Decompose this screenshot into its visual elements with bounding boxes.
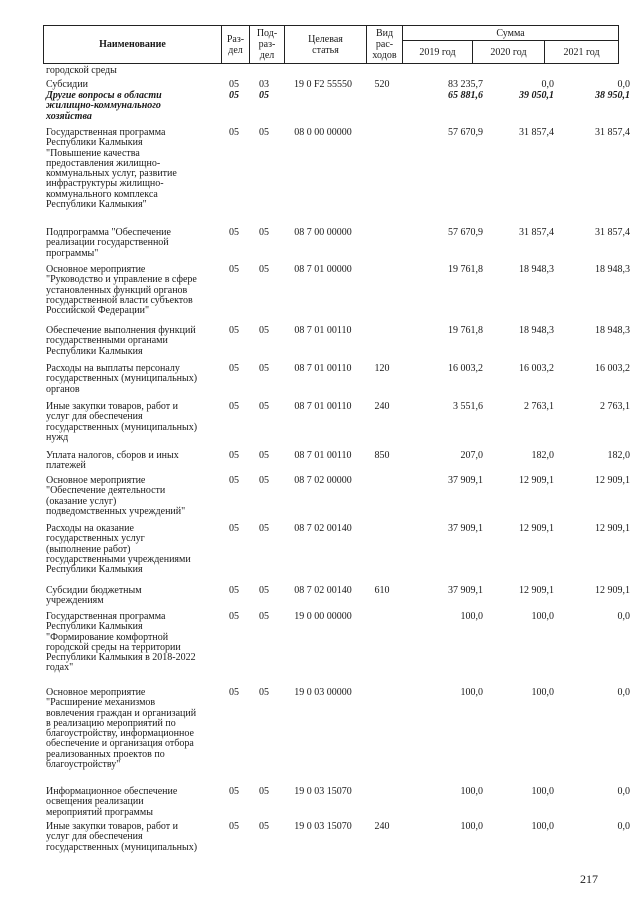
- row-vid: 240: [374, 401, 390, 412]
- row-code: 19 0 00 00000: [294, 611, 352, 622]
- row-name-line: программы": [46, 247, 99, 259]
- row-code: 08 7 01 00110: [294, 450, 352, 461]
- row-s2020: 16 003,2: [519, 363, 554, 374]
- row-razdel: 05: [229, 227, 239, 238]
- row-name-line: Республики Калмыкия: [46, 564, 143, 576]
- row-razdel: 05: [229, 325, 239, 336]
- row-name-line: (выполнение работ): [46, 543, 131, 555]
- row-s2019: 19 761,8: [448, 264, 483, 275]
- row-name-line: государственными учреждениями: [46, 553, 191, 565]
- row-s2020: 12 909,1: [519, 475, 554, 486]
- row-s2020: 12 909,1: [519, 523, 554, 534]
- row-name-line: Основное мероприятие: [46, 687, 146, 698]
- row-name-line: в реализацию мероприятий по: [46, 717, 176, 729]
- row-s2020: 100,0: [531, 687, 554, 698]
- row-name: [46, 265, 216, 316]
- row-s2019: 16 003,2: [448, 363, 483, 374]
- row-name: [46, 402, 216, 443]
- row-name-line: "Формирование комфортной: [46, 631, 169, 643]
- row-s2021: 0,0: [617, 821, 630, 832]
- row-name: [46, 476, 216, 517]
- row-razdel: 05: [229, 127, 239, 138]
- row-name-line: предоставления жилищно-: [46, 157, 161, 169]
- row-name-line: благоустройству": [46, 759, 121, 771]
- row-podrazdel: 05: [259, 325, 269, 336]
- row-name-line: Основное мероприятие: [46, 475, 146, 486]
- row-name-line: жилищно-коммунального: [46, 100, 161, 112]
- row-name-line: коммунального комплекса: [46, 188, 158, 200]
- row-name-line: "Повышение качества: [46, 147, 140, 159]
- row-name-line: благоустройству, информационное: [46, 728, 194, 740]
- row-s2019: 19 761,8: [448, 325, 483, 336]
- row-name: [46, 80, 216, 90]
- row-s2019: 207,0: [460, 450, 483, 461]
- row-s2020: 39 050,1: [519, 90, 554, 101]
- row-name-line: Республики Калмыкия": [46, 199, 147, 211]
- row-name-line: Иные закупки товаров, работ и: [46, 821, 179, 832]
- row-podrazdel: 05: [259, 264, 269, 275]
- row-name-line: Субсидии бюджетным: [46, 585, 142, 596]
- row-podrazdel: 05: [259, 523, 269, 534]
- row-name-line: Российской Федерации": [46, 305, 150, 317]
- row-podrazdel: 05: [259, 363, 269, 374]
- row-podrazdel: 05: [259, 821, 269, 832]
- row-name: [46, 822, 216, 853]
- row-name-line: органов: [46, 383, 80, 395]
- row-name-line: Государственная программа: [46, 127, 166, 138]
- row-name: [46, 91, 216, 122]
- row-name: [46, 326, 216, 357]
- row-name: [46, 688, 216, 770]
- row-name-line: "Обеспечение деятельности: [46, 485, 166, 497]
- row-name-line: Республики Калмыкия: [46, 137, 143, 149]
- row-name-line: (оказание услуг): [46, 495, 117, 507]
- row-razdel: 05: [229, 363, 239, 374]
- row-name-line: Подпрограмма "Обеспечение: [46, 227, 171, 238]
- row-podrazdel: 05: [259, 611, 269, 622]
- row-s2019: 100,0: [460, 786, 483, 797]
- page-number: 217: [580, 872, 598, 886]
- row-name-line: Основное мероприятие: [46, 264, 146, 275]
- row-s2021: 31 857,4: [595, 127, 630, 138]
- row-s2021: 12 909,1: [595, 475, 630, 486]
- row-s2020: 100,0: [531, 821, 554, 832]
- row-code: 08 7 02 00000: [294, 475, 352, 486]
- row-razdel: 05: [229, 264, 239, 275]
- row-name-line: хозяйства: [46, 110, 92, 122]
- row-razdel: 05: [229, 687, 239, 698]
- header-podrazdel: Под- раз- дел: [250, 26, 285, 64]
- row-s2020: 31 857,4: [519, 227, 554, 238]
- row-name-line: "Расширение механизмов: [46, 697, 156, 709]
- row-code: 08 7 01 00000: [294, 264, 352, 275]
- row-vid: 520: [374, 79, 390, 90]
- row-name-line: реализации государственной: [46, 237, 169, 249]
- row-code: 08 7 01 00110: [294, 325, 352, 336]
- row-s2021: 0,0: [617, 79, 630, 90]
- row-podrazdel: 05: [259, 90, 269, 101]
- row-name-line: государственных (муниципальных): [46, 421, 198, 433]
- row-s2021: 0,0: [617, 611, 630, 622]
- row-s2019: 100,0: [460, 687, 483, 698]
- row-s2021: 182,0: [607, 450, 630, 461]
- row-podrazdel: 05: [259, 585, 269, 596]
- row-podrazdel: 05: [259, 227, 269, 238]
- row-name: [46, 364, 216, 395]
- row-podrazdel: 05: [259, 475, 269, 486]
- row-s2019: 100,0: [460, 611, 483, 622]
- row-s2020: 182,0: [531, 450, 554, 461]
- row-s2020: 0,0: [541, 79, 554, 90]
- row-name-line: Расходы на оказание: [46, 523, 134, 534]
- row-podrazdel: 05: [259, 401, 269, 412]
- row-s2021: 38 950,1: [595, 90, 630, 101]
- header-year-2019: 2019 год: [403, 41, 473, 64]
- row-name-line: Государственная программа: [46, 611, 166, 622]
- row-name-line: нужд: [46, 431, 69, 443]
- row-s2019: 57 670,9: [448, 227, 483, 238]
- row-s2020: 18 948,3: [519, 325, 554, 336]
- row-s2019: 65 881,6: [448, 90, 483, 101]
- row-name-line: Республики Калмыкия в 2018-2022: [46, 652, 196, 664]
- row-name: [46, 524, 216, 575]
- row-code: 08 7 02 00140: [294, 523, 352, 534]
- row-name-line: коммунальных услуг, развитие: [46, 168, 177, 180]
- row-name-line: государственных услуг: [46, 533, 145, 545]
- row-name-line: вовлечения граждан и организаций: [46, 707, 197, 719]
- row-name: [46, 228, 216, 259]
- row-name-line: городской среды на территории: [46, 641, 181, 653]
- row-name-line: государственных (муниципальных): [46, 373, 198, 385]
- row-s2020: 100,0: [531, 611, 554, 622]
- row-razdel: 05: [229, 401, 239, 412]
- row-code: 19 0 03 15070: [294, 786, 352, 797]
- row-name-line: инфраструктуры жилищно-: [46, 178, 164, 190]
- row-name-line: Уплата налогов, сборов и иных: [46, 450, 179, 461]
- row-s2019: 37 909,1: [448, 585, 483, 596]
- row-s2021: 0,0: [617, 786, 630, 797]
- row-name: [46, 128, 216, 210]
- row-name-line: мероприятий программы: [46, 806, 153, 818]
- row-name-line: Другие вопросы в области: [46, 90, 162, 101]
- row-podrazdel: 05: [259, 450, 269, 461]
- row-podrazdel: 03: [259, 79, 269, 90]
- row-name: [46, 66, 216, 76]
- header-vid: Вид рас- ходов: [367, 26, 403, 64]
- row-podrazdel: 05: [259, 127, 269, 138]
- header-year-2021: 2021 год: [545, 41, 619, 64]
- row-vid: 610: [374, 585, 390, 596]
- row-s2019: 100,0: [460, 821, 483, 832]
- row-s2021: 18 948,3: [595, 325, 630, 336]
- row-name: [46, 612, 216, 674]
- header-razdel: Раз- дел: [222, 26, 250, 64]
- row-name-line: Расходы на выплаты персоналу: [46, 363, 180, 374]
- row-podrazdel: 05: [259, 786, 269, 797]
- row-s2021: 16 003,2: [595, 363, 630, 374]
- row-code: 08 7 01 00110: [294, 363, 352, 374]
- row-razdel: 05: [229, 90, 239, 101]
- header-sum: Сумма: [403, 26, 619, 41]
- row-s2019: 83 235,7: [448, 79, 483, 90]
- row-name-line: обеспечение и организация отбора: [46, 738, 194, 750]
- row-code: 08 7 02 00140: [294, 585, 352, 596]
- row-s2021: 0,0: [617, 687, 630, 698]
- row-name: [46, 586, 216, 607]
- row-s2020: 2 763,1: [524, 401, 554, 412]
- row-s2020: 18 948,3: [519, 264, 554, 275]
- row-name-line: услуг для обеспечения: [46, 411, 143, 423]
- row-name-line: учреждениям: [46, 595, 104, 607]
- row-s2019: 37 909,1: [448, 475, 483, 486]
- header-year-2020: 2020 год: [473, 41, 545, 64]
- row-name-line: Субсидии: [46, 79, 88, 90]
- row-name-line: освещения реализации: [46, 796, 144, 808]
- row-s2019: 37 909,1: [448, 523, 483, 534]
- row-name-line: Обеспечение выполнения функций: [46, 325, 196, 336]
- row-name-line: государственной власти субъектов: [46, 294, 193, 306]
- row-razdel: 05: [229, 475, 239, 486]
- row-name-line: Республики Калмыкия: [46, 621, 143, 633]
- row-s2020: 100,0: [531, 786, 554, 797]
- row-vid: 240: [374, 821, 390, 832]
- row-code: 19 0 F2 55550: [293, 79, 353, 90]
- row-code: 08 7 00 00000: [294, 227, 352, 238]
- row-name-line: услуг для обеспечения: [46, 831, 143, 843]
- row-name-line: подведомственных учреждений": [46, 505, 186, 517]
- row-s2020: 31 857,4: [519, 127, 554, 138]
- header-name: Наименование: [44, 26, 222, 64]
- row-vid: 850: [374, 450, 390, 461]
- row-s2021: 31 857,4: [595, 227, 630, 238]
- row-name: [46, 451, 216, 472]
- row-code: 08 0 00 00000: [294, 127, 352, 138]
- row-name-line: Иные закупки товаров, работ и: [46, 401, 179, 412]
- row-name-line: установленных функций органов: [46, 284, 188, 296]
- row-name-line: реализованных проектов по: [46, 748, 165, 760]
- row-razdel: 05: [229, 523, 239, 534]
- row-razdel: 05: [229, 450, 239, 461]
- row-razdel: 05: [229, 79, 239, 90]
- row-code: 19 0 03 00000: [294, 687, 352, 698]
- row-razdel: 05: [229, 821, 239, 832]
- row-name-line: платежей: [46, 460, 86, 472]
- header-code: Целевая статья: [285, 26, 367, 64]
- row-podrazdel: 05: [259, 687, 269, 698]
- table-header: [43, 25, 619, 64]
- row-s2020: 12 909,1: [519, 585, 554, 596]
- row-name-line: Республики Калмыкия: [46, 345, 143, 357]
- row-name-line: государственными органами: [46, 335, 168, 347]
- row-name: [46, 787, 216, 818]
- row-razdel: 05: [229, 786, 239, 797]
- row-name-line: годах": [46, 662, 74, 674]
- row-code: 08 7 01 00110: [294, 401, 352, 412]
- row-code: 19 0 03 15070: [294, 821, 352, 832]
- row-s2021: 12 909,1: [595, 523, 630, 534]
- row-name-line: городской среды: [46, 65, 117, 76]
- row-name-line: государственных (муниципальных): [46, 841, 198, 853]
- row-s2021: 12 909,1: [595, 585, 630, 596]
- row-razdel: 05: [229, 611, 239, 622]
- row-s2021: 2 763,1: [600, 401, 630, 412]
- row-s2021: 18 948,3: [595, 264, 630, 275]
- row-razdel: 05: [229, 585, 239, 596]
- row-name-line: Информационное обеспечение: [46, 786, 178, 797]
- row-name-line: "Руководство и управление в сфере: [46, 274, 197, 286]
- row-s2019: 57 670,9: [448, 127, 483, 138]
- row-s2019: 3 551,6: [453, 401, 483, 412]
- row-vid: 120: [374, 363, 390, 374]
